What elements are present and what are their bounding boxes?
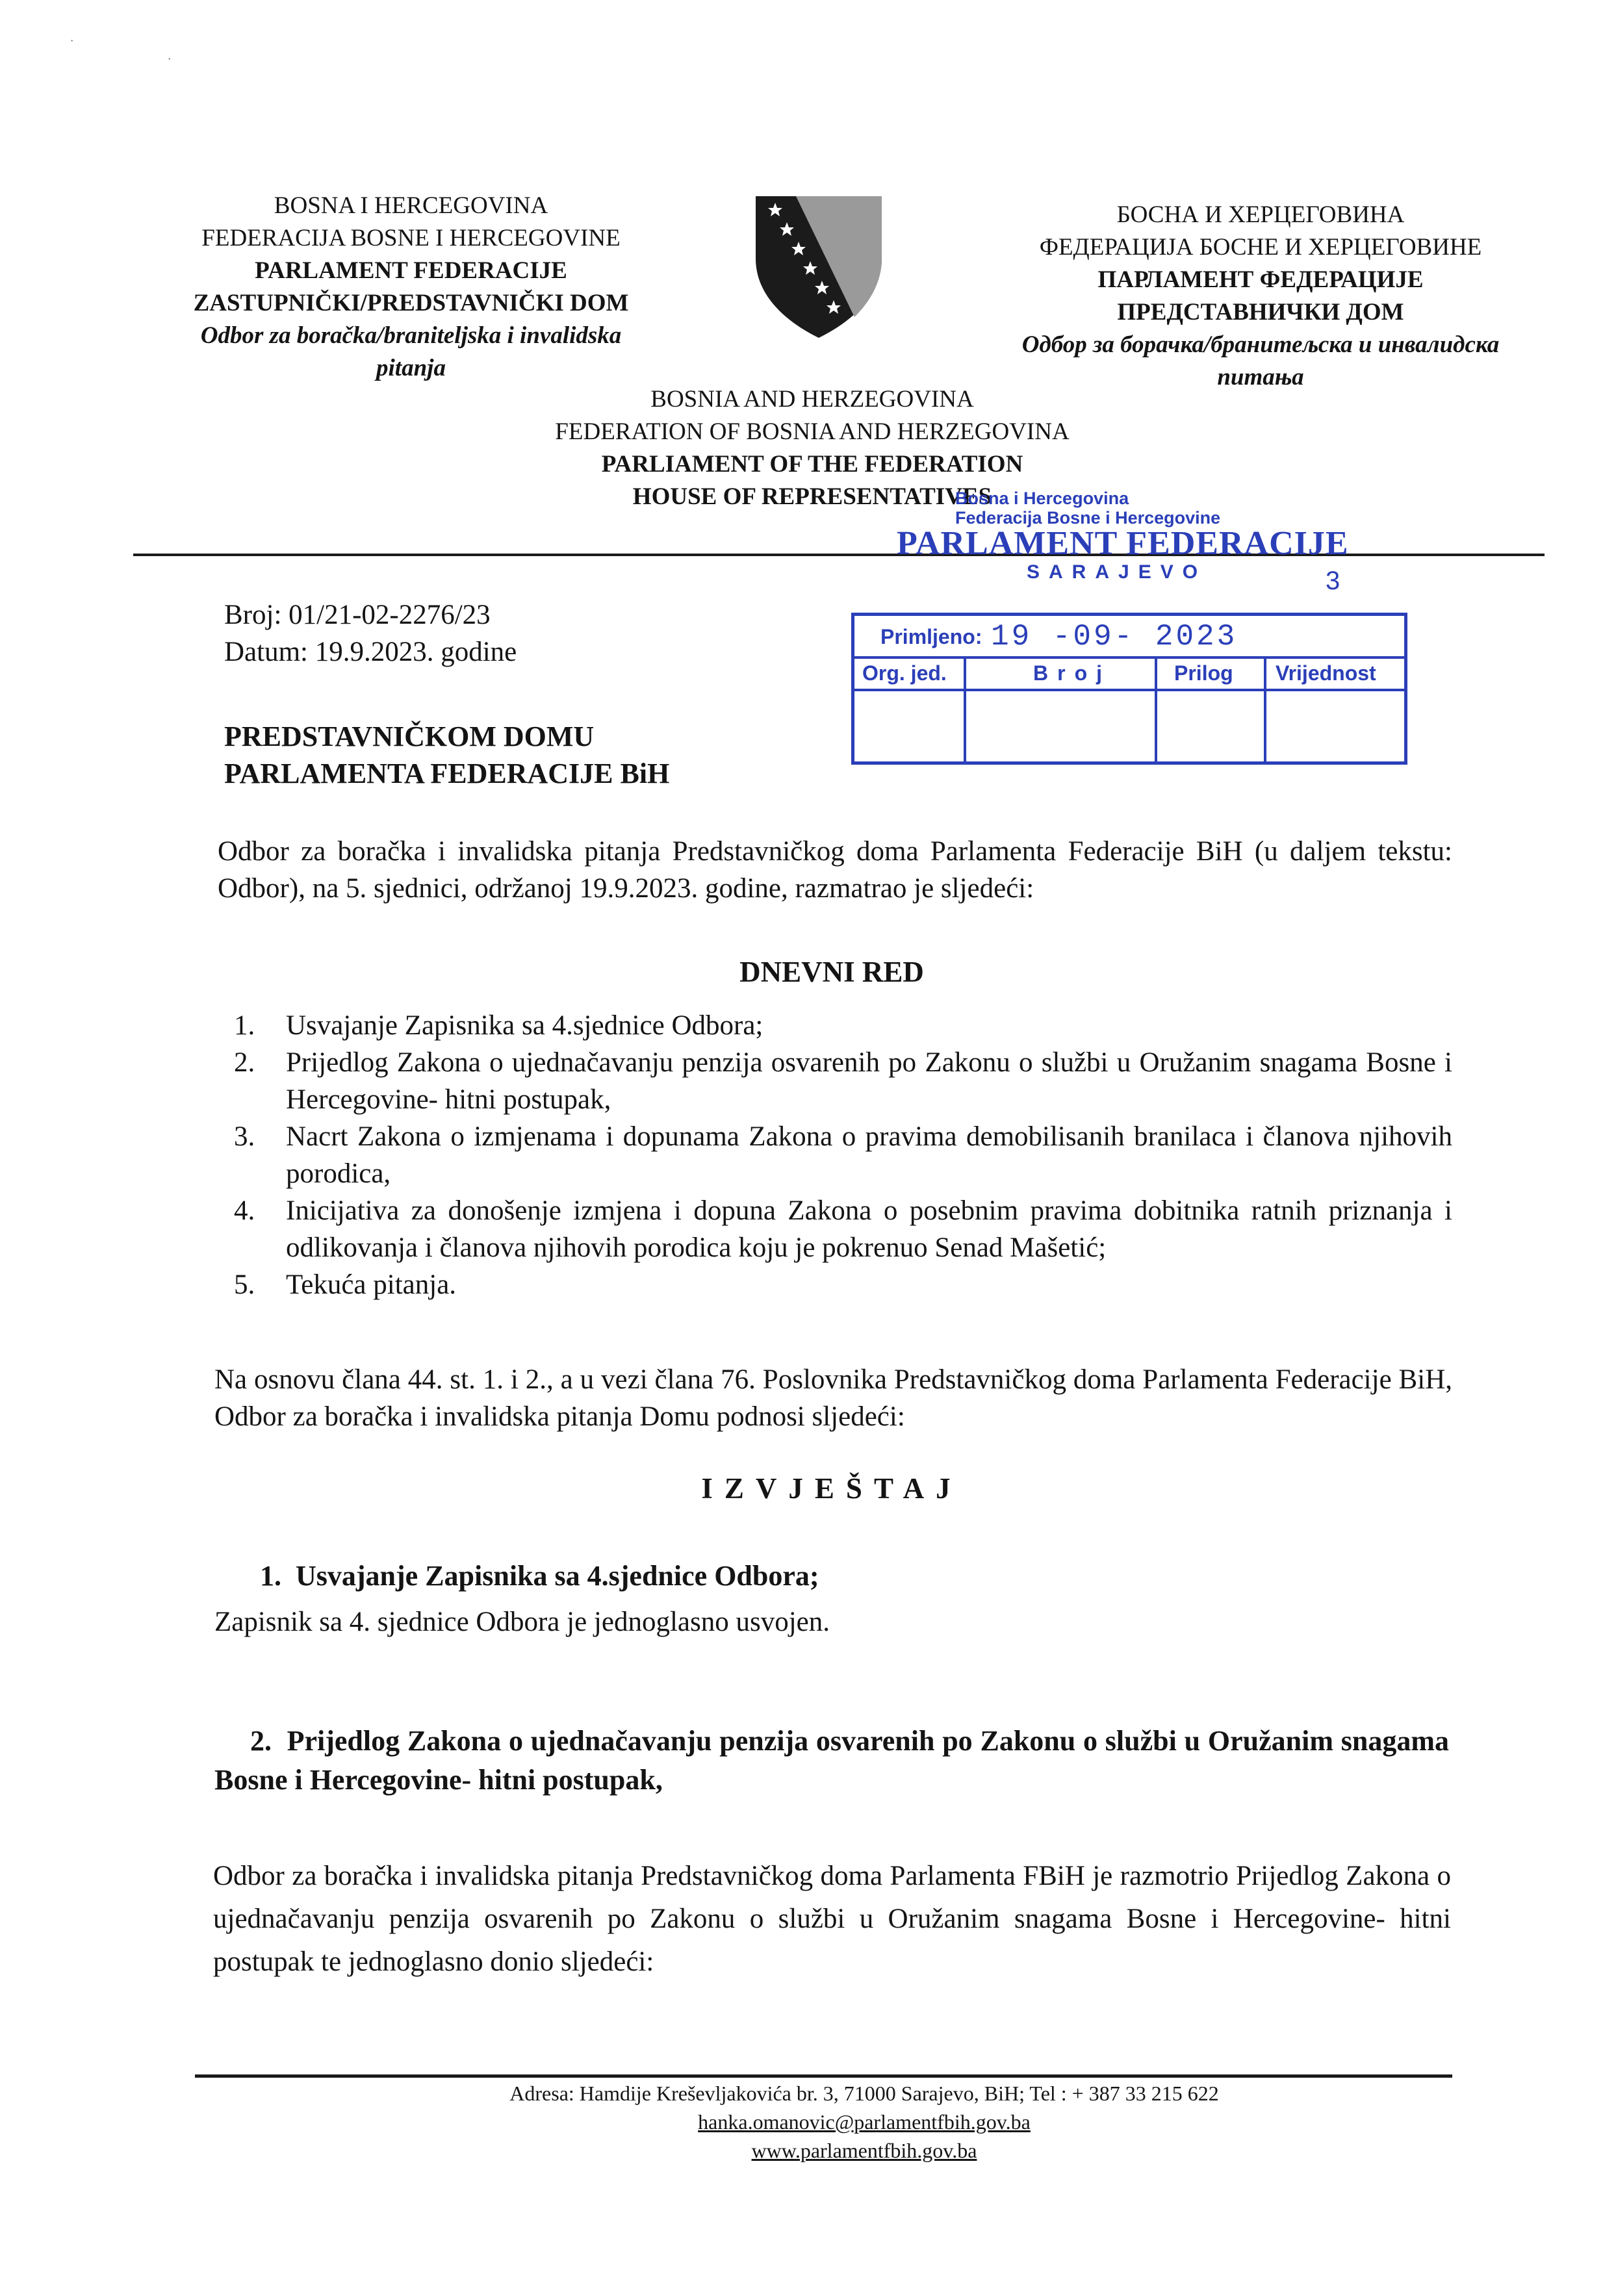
document-number: Broj: 01/21-02-2276/23 <box>224 600 491 630</box>
header-center-parliament: PARLIAMENT OF THE FEDERATION <box>601 451 1023 478</box>
agenda-item <box>234 1192 1452 1266</box>
agenda-item-number: 3. <box>234 1121 255 1152</box>
stamp-divider <box>964 656 966 761</box>
addressee-line2: PARLAMENTA FEDERACIJE BiH <box>224 758 670 789</box>
stamp-col-broj: Broj <box>1033 661 1111 685</box>
coat-of-arms-icon <box>750 194 887 340</box>
section-2-heading <box>214 1722 1449 1800</box>
agenda-item <box>234 1044 1452 1118</box>
stamp-col-prilog: Prilog <box>1174 661 1233 685</box>
agenda-item <box>234 1266 1452 1303</box>
stamp-received-date: 19 -09- 2023 <box>991 620 1238 654</box>
header-center-house: HOUSE OF REPRESENTATIVES <box>632 483 992 510</box>
stamp-handwritten-mark: 3 <box>1326 567 1340 595</box>
footer-web-link[interactable]: www.parlamentfbih.gov.ba <box>751 2139 977 2162</box>
report-title: IZVJEŠTAJ <box>701 1472 962 1505</box>
stamp-line-parliament: PARLAMENT FEDERACIJE <box>897 525 1349 562</box>
agenda-item-text: Nacrt Zakona o izmjenama i dopunama Zakona o pravima demobilisanih branilaca i članova njihovih porodica, <box>286 1121 1452 1189</box>
stamp-divider <box>1264 656 1266 761</box>
stamp-col-org: Org. jed. <box>862 661 947 685</box>
section-1-text: Zapisnik sa 4. sjednice Odbora je jednoglasno usvojen. <box>214 1607 830 1637</box>
header-right-parliament: ПАРЛАМЕНТ ФЕДЕРАЦИЈЕ <box>1097 266 1424 293</box>
header-right-federation: ФЕДЕРАЦИЈА БОСНЕ И ХЕРЦЕГОВИНЕ <box>1039 234 1482 261</box>
stamp-received-row <box>854 616 1404 659</box>
footer-email-link[interactable]: hanka.omanovic@parlamentfbih.gov.ba <box>698 2110 1031 2134</box>
agenda-item <box>234 1007 1452 1044</box>
agenda-item-text: Usvajanje Zapisnika sa 4.sjednice Odbora; <box>286 1010 763 1041</box>
section-2-number: 2. <box>250 1725 272 1757</box>
header-left-house: ZASTUPNIČKI/PREDSTAVNIČKI DOM <box>193 290 629 316</box>
header-center-federation: FEDERATION OF BOSNIA AND HERZEGOVINA <box>555 418 1070 445</box>
header-left-block <box>149 190 673 385</box>
footer-divider <box>195 2074 1452 2078</box>
header-right-committee-cont: питања <box>1217 364 1304 390</box>
agenda-item-number: 5. <box>234 1269 255 1300</box>
scan-speck: ˙ <box>70 38 75 54</box>
receipt-stamp-box <box>851 613 1407 765</box>
header-left-committee-cont: pitanja <box>376 355 446 381</box>
section-1-number: 1. <box>260 1560 281 1592</box>
stamp-col-vrijednost: Vrijednost <box>1276 661 1376 685</box>
agenda-item-number: 2. <box>234 1047 255 1078</box>
section-1-heading <box>260 1559 819 1592</box>
header-right-block <box>975 199 1546 394</box>
section-2-title: Prijedlog Zakona o ujednačavanju penzija osvarenih po Zakonu o službi u Oružanim snagama Bosne i Hercegovine- hitni postupak, <box>214 1725 1450 1796</box>
section-2-text: Odbor za boračka i invalidska pitanja Predstavničkog doma Parlamenta FBiH je razmotrio Prijedlog Zakona o ujednačavanju penzija osvarenih po Zakonu o službi u Oružanim snagama Bosne i Hercegovine- hitni postupak te jednoglasno donio sljedeći: <box>213 1861 1451 1977</box>
addressee-line1: PREDSTAVNIČKOM DOMU <box>224 721 595 752</box>
stamp-divider <box>1155 656 1157 761</box>
agenda-item-text: Tekuća pitanja. <box>286 1269 457 1300</box>
header-left-country: BOSNA I HERCEGOVINA <box>274 192 548 219</box>
agenda-item-number: 4. <box>234 1195 255 1226</box>
agenda-item-number: 1. <box>234 1010 255 1041</box>
header-right-house: ПРЕДСТАВНИЧКИ ДОМ <box>1117 299 1404 325</box>
header-left-parliament: PARLAMENT FEDERACIJE <box>255 257 567 284</box>
document-date: Datum: 19.9.2023. godine <box>224 637 517 667</box>
addressee <box>224 718 669 792</box>
agenda-item <box>234 1118 1452 1192</box>
stamp-columns-row <box>854 656 1404 691</box>
header-center-country: BOSNIA AND HERZEGOVINA <box>650 386 974 413</box>
header-left-committee: Odbor za boračka/braniteljska i invalidska <box>200 322 622 349</box>
scan-speck: ˙ <box>168 56 173 72</box>
agenda-list <box>234 1007 1452 1303</box>
agenda-item-text: Prijedlog Zakona o ujednačavanju penzija osvarenih po Zakonu o službi u Oružanim snagama Bosne i Hercegovine- hitni postupak, <box>286 1047 1452 1115</box>
legal-basis-paragraph: Na osnovu člana 44. st. 1. i 2., a u vezi člana 76. Poslovnika Predstavničkog doma Parlamenta Federacije BiH, Odbor za boračka i invalidska pitanja Domu podnosi sljedeći: <box>214 1364 1452 1432</box>
footer-address: Adresa: Hamdije Kreševljakovića br. 3, 71000 Sarajevo, BiH; Tel : + 387 33 215 622 <box>509 2082 1219 2105</box>
stamp-line-country: Bosna i Hercegovina <box>955 489 1129 508</box>
header-left-federation: FEDERACIJA BOSNE I HERCEGOVINE <box>201 225 621 251</box>
stamp-line-federation: Federacija Bosne i Hercegovine <box>955 508 1221 528</box>
header-right-country: БОСНА И ХЕРЦЕГОВИНА <box>1116 201 1405 228</box>
agenda-item-text: Inicijativa za donošenje izmjena i dopuna Zakona o posebnim pravima dobitnika ratnih priznanja i odlikovanja i članova njihovih porodica koju je pokrenuo Senad Mašetić; <box>286 1195 1452 1263</box>
stamp-line-city: SARAJEVO <box>1027 561 1207 583</box>
document-meta <box>224 596 517 670</box>
stamp-received-label: Primljeno: <box>880 625 982 648</box>
footer <box>0 2079 1616 2165</box>
section-1-title: Usvajanje Zapisnika sa 4.sjednice Odbora; <box>296 1560 819 1592</box>
agenda-title: DNEVNI RED <box>739 956 924 988</box>
header-right-committee: Одбор за борачка/бранитељска и инвалидска <box>1021 331 1500 358</box>
intro-paragraph: Odbor za boračka i invalidska pitanja Predstavničkog doma Parlamenta Federacije BiH (u daljem tekstu: Odbor), na 5. sjednici, održanoj 19.9.2023. godine, razmatrao je sljedeći: <box>218 836 1452 904</box>
